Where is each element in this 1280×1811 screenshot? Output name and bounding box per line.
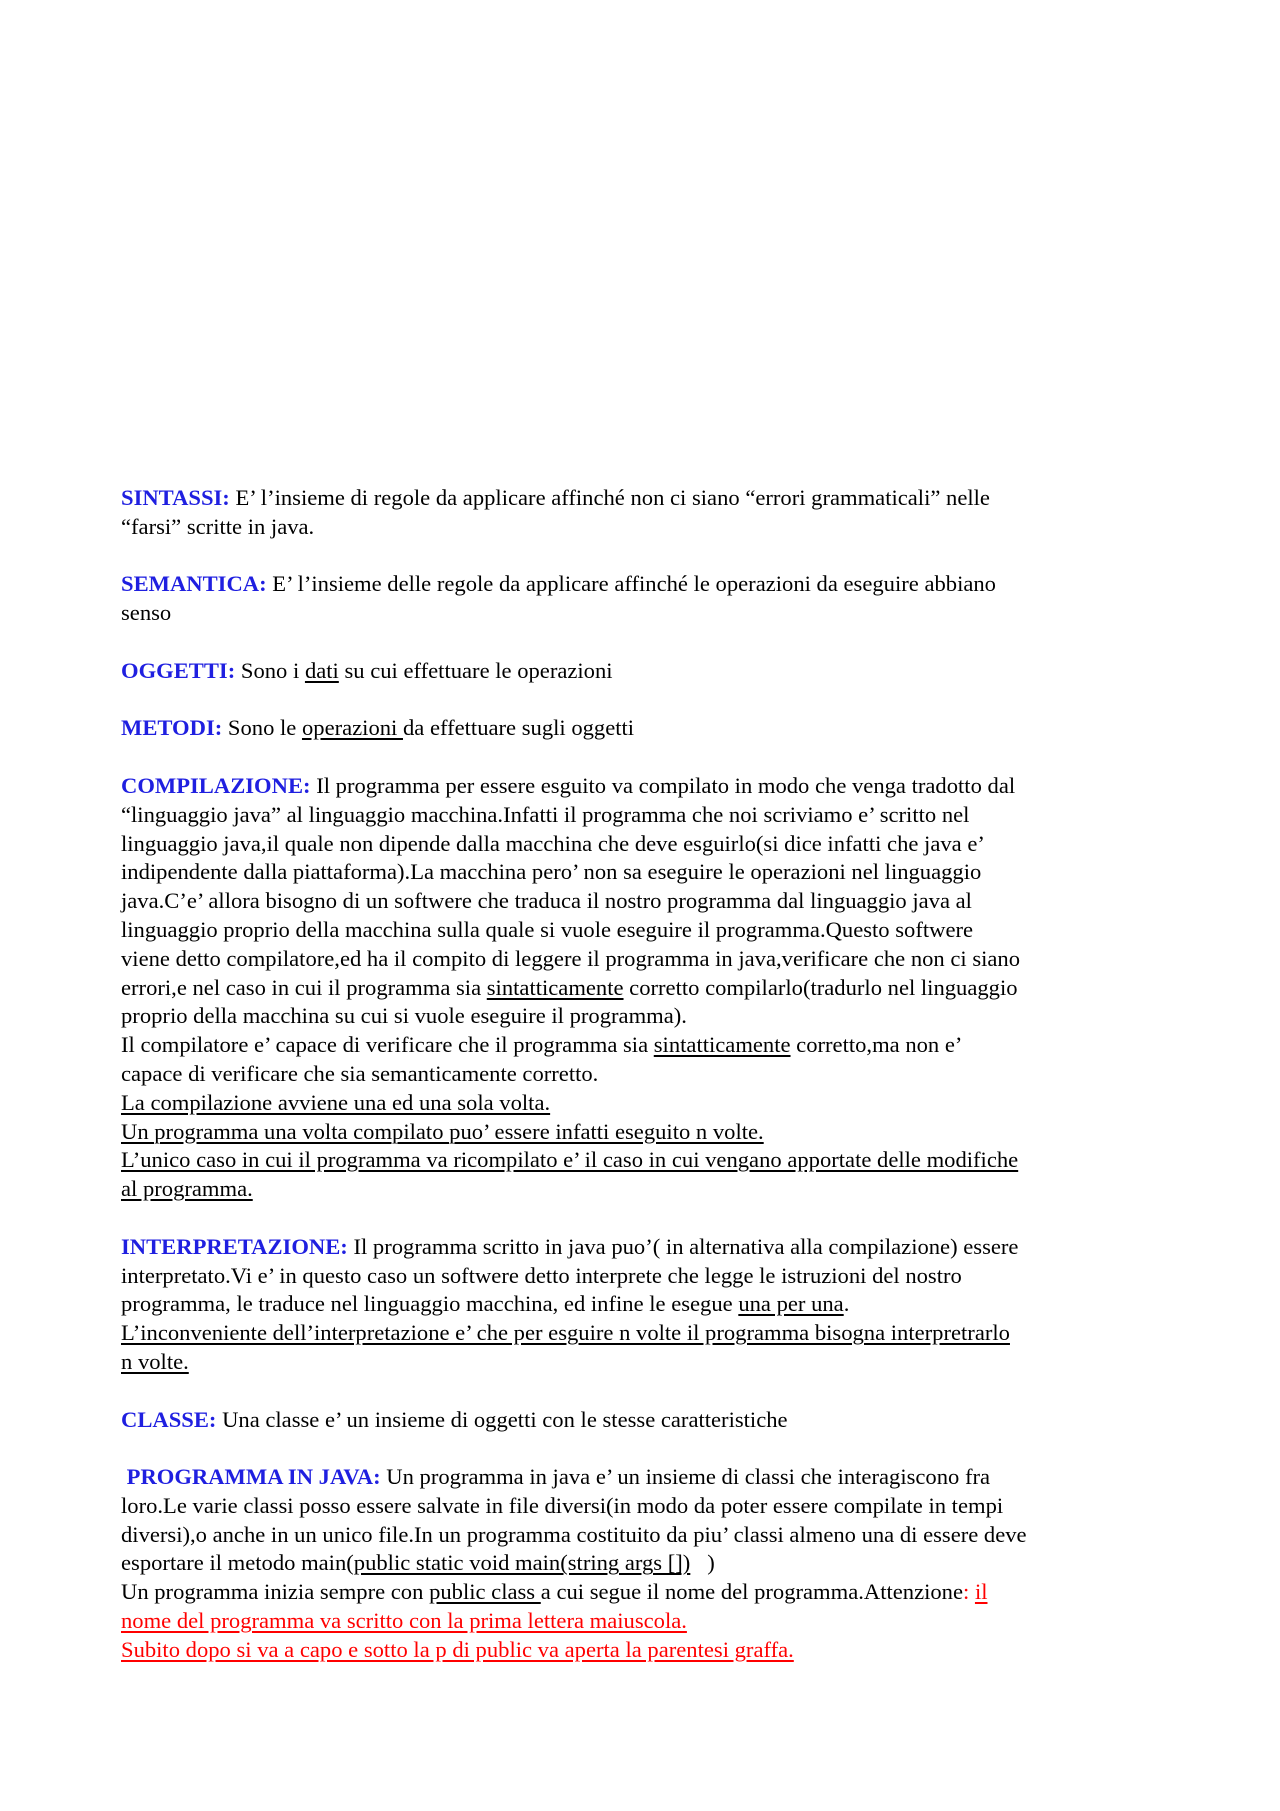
oggetti-underlined: dati [304,657,339,683]
compilazione-underlined: sintatticamente [653,1032,791,1058]
interpretazione-term: INTERPRETAZIONE: [121,1233,348,1259]
compilazione-underlined-line: al programma. [121,1176,253,1202]
programma-text: esportare il metodo main( [121,1550,354,1576]
compilazione-text: linguaggio proprio della macchina sulla quale si vuole eseguire il programma.Questo softwere [121,916,974,942]
oggetti-paragraph [121,657,1181,686]
compilazione-text: indipendente dalla piattaforma).La macchina pero’ non sa eseguire le operazioni nel linguaggio [121,859,982,885]
programma-red-underlined: il [974,1579,988,1605]
oggetti-term: OGGETTI: [121,657,236,683]
interpretazione-text: Il programma scritto in java puo’( in alternativa alla compilazione) essere [347,1233,1019,1259]
interpretazione-underlined-line: L’inconveniente dell’interpretazione e’ che per esguire n volte il programma bisogna interpretrarlo [121,1320,1010,1346]
programma-text: a cui segue il nome del programma.Attenzione [540,1579,963,1605]
compilazione-underlined-line: La compilazione avviene una ed una sola volta. [121,1089,551,1115]
compilazione-text: java.C’e’ allora bisogno di un softwere che traduca il nostro programma dal linguaggio java al [121,888,972,914]
programma-paragraph [121,1463,1181,1665]
semantica-text: senso [121,600,172,626]
oggetti-text: su cui effettuare le operazioni [338,657,613,683]
classe-term: CLASSE: [121,1406,217,1432]
metodi-paragraph [121,714,1181,743]
compilazione-text: errori,e nel caso in cui il programma sia [121,974,487,1000]
sintassi-paragraph [121,484,1181,542]
document-body [121,484,1181,1665]
programma-text: loro.Le varie classi posso essere salvate in file diversi(in modo da poter essere compilate in tempi [121,1492,1004,1518]
compilazione-text: proprio della macchina su cui si vuole eseguire il programma). [121,1003,687,1029]
programma-underlined: public class [429,1579,541,1605]
semantica-text: E’ l’insieme delle regole da applicare affinché le operazioni da eseguire abbiano [266,571,996,597]
compilazione-paragraph [121,772,1181,1204]
compilazione-text: Il compilatore e’ capace di verificare che il programma sia [121,1032,654,1058]
compilazione-text: viene detto compilatore,ed ha il compito di leggere il programma in java,verificare che non ci siano [121,945,1021,971]
interpretazione-underlined: una per una [738,1291,844,1317]
compilazione-text: linguaggio java,il quale non dipende dalla macchina che deve esguirlo(si dice infatti che java e’ [121,830,985,856]
classe-paragraph [121,1406,1181,1435]
programma-underlined: public static void main(string args []) [353,1550,691,1576]
sintassi-term: SINTASSI: [121,485,230,510]
oggetti-text: Sono i [235,657,305,683]
interpretazione-paragraph [121,1233,1181,1377]
compilazione-underlined-line: Un programma una volta compilato puo’ essere infatti eseguito n volte. [121,1118,764,1144]
sintassi-text: E’ l’insieme di regole da applicare affinché non ci siano “errori grammaticali” nelle [229,485,990,510]
interpretazione-text: . [843,1291,850,1317]
interpretazione-text: interpretato.Vi e’ in questo caso un softwere detto interprete che legge le istruzioni del nostro [121,1262,962,1288]
compilazione-underlined-line: L’unico caso in cui il programma va ricompilato e’ il caso in cui vengano apportate delle modifiche [121,1147,1019,1173]
classe-text: Una classe e’ un insieme di oggetti con le stesse caratteristiche [216,1406,788,1432]
compilazione-underlined: sintatticamente [486,974,624,1000]
programma-term: PROGRAMMA IN JAVA: [121,1464,381,1490]
programma-red-text: : [963,1579,975,1605]
metodi-underlined: operazioni [301,715,403,741]
compilazione-text: corretto compilarlo(tradurlo nel linguaggio [623,974,1018,1000]
programma-red-underlined-line: Subito dopo si va a capo e sotto la p di public va aperta la parentesi graffa. [121,1636,794,1662]
metodi-text: da effettuare sugli oggetti [402,715,635,741]
sintassi-text: “farsi” scritte in java. [121,513,315,539]
semantica-term: SEMANTICA: [121,571,267,597]
metodi-text: Sono le [222,715,302,741]
programma-text: Un programma inizia sempre con [121,1579,430,1605]
interpretazione-underlined-line: n volte. [121,1348,189,1374]
interpretazione-text: programma, le traduce nel linguaggio macchina, ed infine le esegue [121,1291,739,1317]
compilazione-term: COMPILAZIONE: [121,772,311,798]
programma-text: Un programma in java e’ un insieme di classi che interagiscono fra [380,1464,991,1490]
compilazione-text: capace di verificare che sia semanticamente corretto. [121,1060,599,1086]
programma-red-underlined-line: nome del programma va scritto con la prima lettera maiuscola. [121,1608,687,1634]
compilazione-text: Il programma per essere esguito va compilato in modo che venga tradotto dal [310,772,1016,798]
programma-text: diversi),o anche in un unico file.In un programma costituito da piu’ classi almeno una di essere deve [121,1521,1027,1547]
programma-text: ) [690,1550,715,1576]
compilazione-text: corretto,ma non e’ [790,1032,963,1058]
semantica-paragraph [121,570,1181,628]
compilazione-text: “linguaggio java” al linguaggio macchina.Infatti il programma che noi scriviamo e’ scritto nel [121,801,970,827]
metodi-term: METODI: [121,715,223,741]
